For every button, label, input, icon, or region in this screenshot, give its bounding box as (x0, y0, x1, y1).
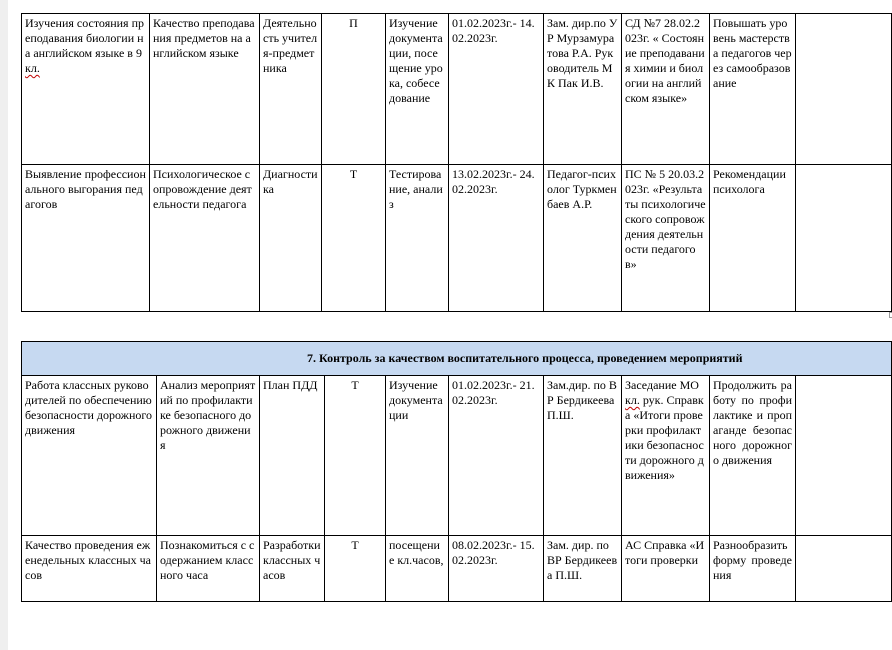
table-cell[interactable]: Работа классных руководителей по обеспечению безопасности дорожного движения (22, 376, 157, 536)
table-cell[interactable]: Анализ мероприятий по профилактике безопасного дорожного движения (157, 376, 260, 536)
section-title[interactable]: 7. Контроль за качеством воспитательного процесса, проведением мероприятий (22, 342, 892, 376)
control-plan-table-2 (21, 341, 892, 602)
table-cell[interactable]: Качество преподавания предметов на английском языке (150, 14, 260, 165)
table-row (22, 165, 892, 312)
table-cell[interactable]: Качество проведения еженедельных классных часов (22, 536, 157, 602)
table-cell[interactable]: ПС № 5 20.03.2023г. «Результаты психологического сопровождения деятельности педагогов» (622, 165, 710, 312)
table-cell[interactable]: АС Справка «Итоги проверки (622, 536, 710, 602)
table-cell[interactable]: План ПДД (260, 376, 325, 536)
section-header-row (22, 342, 892, 376)
table-cell[interactable]: Педагог-психолог Туркменбаев А.Р. (544, 165, 622, 312)
table-cell[interactable]: Изучение документации (386, 376, 449, 536)
table-cell[interactable]: Выявление профессионального выгорания педагогов (22, 165, 150, 312)
table-cell[interactable]: Зам. дир. по ВР Бердикеева П.Ш. (544, 536, 622, 602)
spellcheck-underlined-text: кл. (625, 393, 640, 407)
table-cell[interactable]: Психологическое сопровождение деятельности педагога (150, 165, 260, 312)
table-cell[interactable] (796, 14, 892, 165)
table-cell[interactable]: Разнообразить форму проведения (710, 536, 796, 602)
table-row (22, 376, 892, 536)
table-cell[interactable]: Разработки классных часов (260, 536, 325, 602)
table-cell[interactable]: посещение кл.часов, (386, 536, 449, 602)
table-row (22, 536, 892, 602)
table-cell[interactable]: Продолжить работу по профилактике и пропаганде безопасного дорожного движения (710, 376, 796, 536)
table-cell[interactable]: Деятельность учителя-предметника (260, 14, 322, 165)
table-cell[interactable] (796, 376, 892, 536)
table-cell[interactable]: 13.02.2023г.- 24.02.2023г. (449, 165, 544, 312)
table-row (22, 14, 892, 165)
table-cell[interactable]: 08.02.2023г.- 15.02.2023г. (449, 536, 544, 602)
table-cell[interactable]: Повышать уровень мастерства педагогов через самообразование (710, 14, 796, 165)
table-cell[interactable]: Зам. дир.по УР Мурзамуратова Р.А. Руководитель МК Пак И.В. (544, 14, 622, 165)
table-cell[interactable] (796, 165, 892, 312)
table-cell[interactable]: П (322, 14, 386, 165)
table-cell[interactable]: Т (325, 536, 386, 602)
control-plan-table-1 (21, 13, 892, 312)
table-cell[interactable]: Изучение документации, посещение урока, собеседование (386, 14, 449, 165)
table-cell[interactable]: СД №7 28.02.2023г. « Состояние преподавания химии и биологии на английском языке» (622, 14, 710, 165)
table-cell[interactable]: Тестирование, анализ (386, 165, 449, 312)
table-cell[interactable]: Диагностика (260, 165, 322, 312)
table-cell[interactable] (796, 536, 892, 602)
table-cell[interactable]: Зам.дир. по ВР Бердикеева П.Ш. (544, 376, 622, 536)
table-cell[interactable]: Рекомендации психолога (710, 165, 796, 312)
table-cell[interactable]: Изучения состояния преподавания биологии на английском языке в 9 кл. (22, 14, 150, 165)
table-cell[interactable]: Т (322, 165, 386, 312)
table-cell[interactable]: Заседание МО кл. рук. Справка «Итоги проверки профилактики безопасности дорожного движения» (622, 376, 710, 536)
table-cell[interactable]: 01.02.2023г.- 21.02.2023г. (449, 376, 544, 536)
table-cell[interactable]: Т (325, 376, 386, 536)
table-cell[interactable]: Познакомиться с содержанием классного часа (157, 536, 260, 602)
spellcheck-underlined-text: кл. (25, 61, 40, 75)
table-cell[interactable]: 01.02.2023г.- 14.02.2023г. (449, 14, 544, 165)
